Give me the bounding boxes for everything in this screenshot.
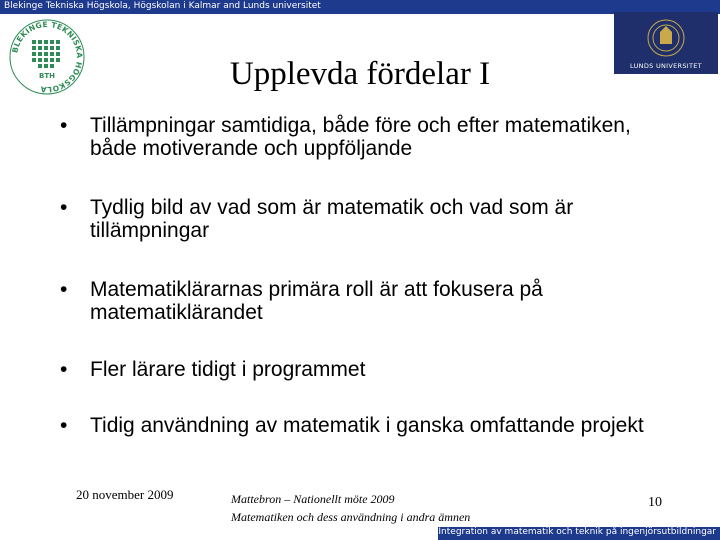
bth-abbrev: BTH [39,72,55,80]
bullet-item: • Tidig användning av matematik i ganska omfattande projekt [60,414,644,437]
bottom-banner [438,527,720,540]
lu-logo-text: LUNDS UNIVERSITET [630,62,702,70]
bottom-banner-text: Integration av matematik och teknik på ingenjörsutbildningar [438,527,716,537]
top-banner [0,0,720,14]
bullet-item: • Tydlig bild av vad som är matematik och vad som är tillämpningar [60,196,680,242]
footer-date: 20 november 2009 [76,487,174,502]
top-banner-text: Blekinge Tekniska Högskola, Högskolan i Kalmar and Lunds universitet [4,1,321,11]
footer-event-title: Mattebron – Nationellt möte 2009 [231,492,395,506]
bth-ring-text: BLEKINGE TEKNISKA HÖGSKOLA [10,19,85,95]
bullet-item: • Tillämpningar samtidiga, både före och efter matematiken, både motiverande och uppföljande [60,114,680,160]
page-number: 10 [648,495,662,510]
slide-title: Upplevda fördelar I [229,56,491,92]
bullet-item: • Fler lärare tidigt i programmet [60,358,365,381]
bullet-item: • Matematiklärarnas primära roll är att fokusera på matematiklärandet [60,278,680,324]
footer-event-subtitle: Matematiken och dess användning i andra ämnen [231,510,471,524]
